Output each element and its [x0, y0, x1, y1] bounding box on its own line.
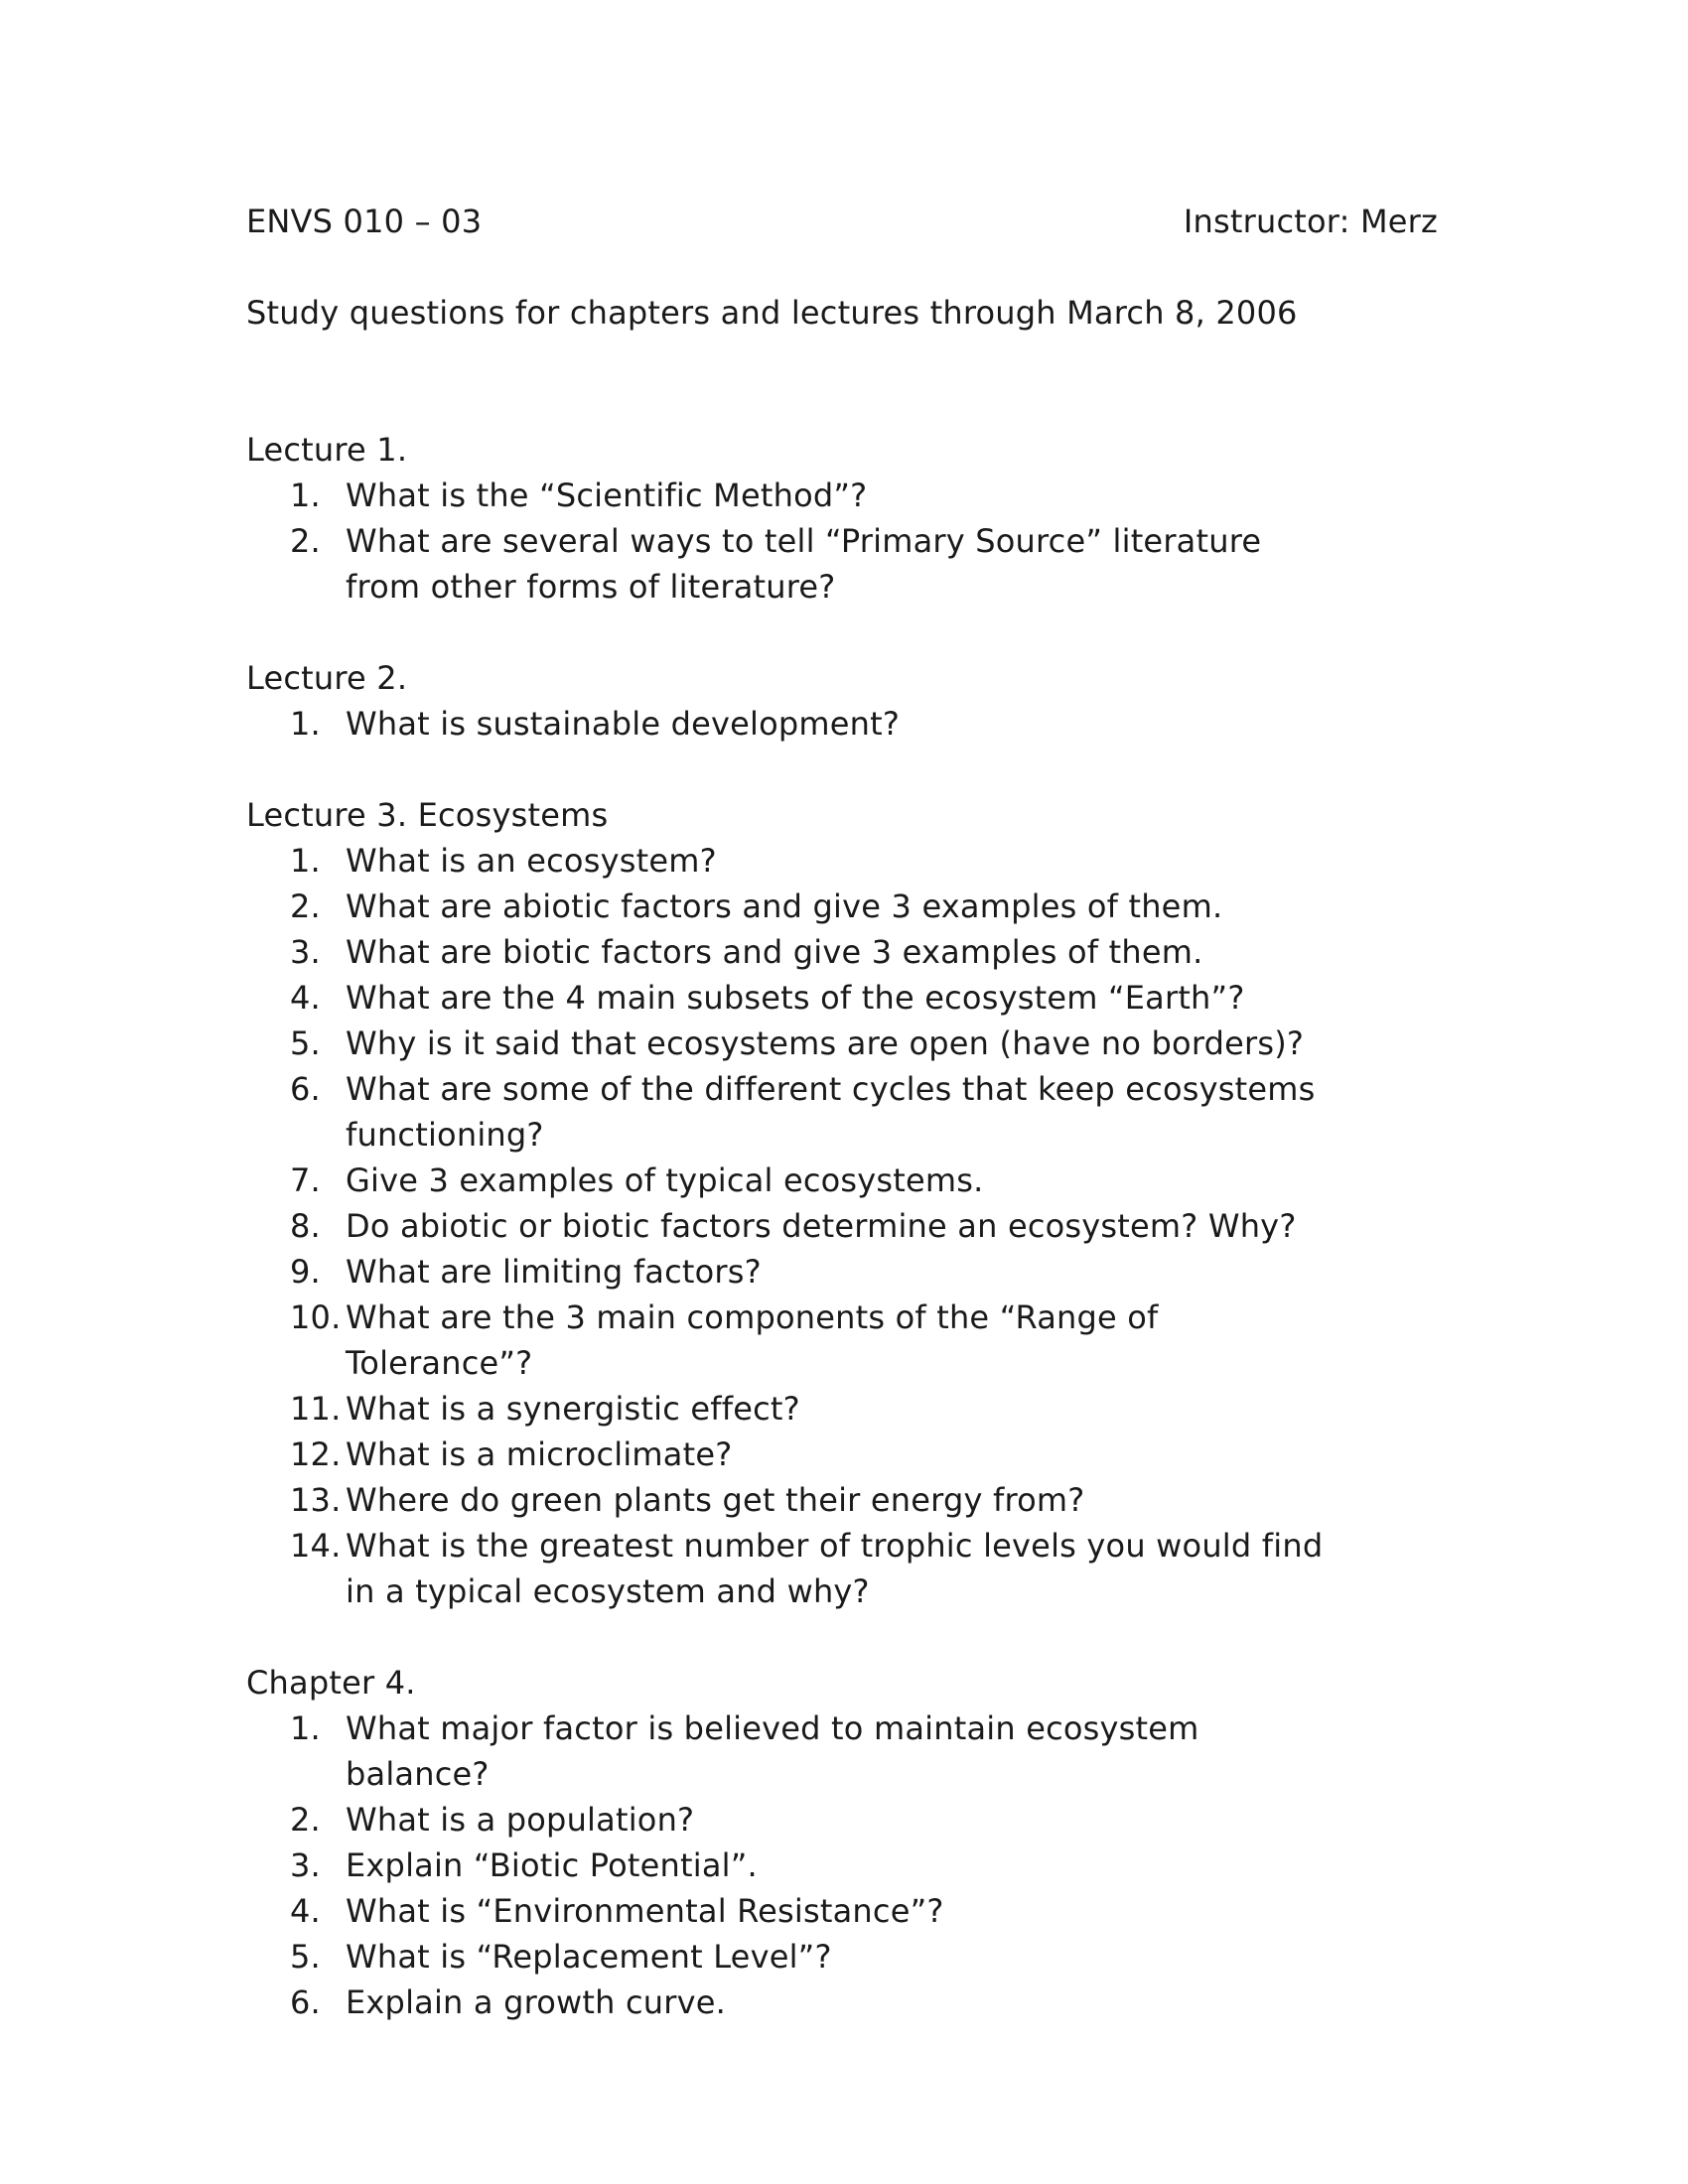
- list-item: [246, 1797, 1438, 1843]
- question-number: 8.: [290, 1207, 321, 1245]
- question-text: Explain a growth curve.: [346, 1983, 727, 2021]
- question-number: 1.: [290, 1709, 321, 1747]
- question-number-cell: [246, 518, 346, 564]
- list-item: [246, 1843, 1438, 1888]
- question-section: [246, 792, 1438, 1614]
- question-text: What is “Environmental Resistance”?: [346, 1892, 944, 1930]
- question-number-cell: [246, 1523, 346, 1569]
- question-number: 1.: [290, 477, 321, 514]
- question-number: 9.: [290, 1253, 321, 1291]
- list-item: [246, 1203, 1438, 1249]
- question-number-cell: [246, 1432, 346, 1477]
- question-number: 7.: [290, 1161, 321, 1199]
- question-text: Where do green plants get their energy from?: [346, 1481, 1085, 1519]
- question-number: 2.: [290, 1801, 321, 1839]
- question-number-cell: [246, 701, 346, 747]
- question-number-cell: [246, 1797, 346, 1843]
- question-number: 5.: [290, 1024, 321, 1062]
- question-list: [246, 838, 1438, 1614]
- question-number-cell: [246, 838, 346, 884]
- question-number-cell: [246, 473, 346, 518]
- course-code: ENVS 010 – 03: [246, 203, 483, 240]
- question-number-cell: [246, 929, 346, 975]
- question-text: What is “Replacement Level”?: [346, 1938, 832, 1976]
- question-number-cell: [246, 1888, 346, 1934]
- question-number: 6.: [290, 1070, 321, 1108]
- question-text: What is the “Scientific Method”?: [346, 477, 868, 514]
- list-item: [246, 1432, 1438, 1477]
- question-number-cell: [246, 1979, 346, 2025]
- question-number: 14.: [290, 1527, 342, 1565]
- list-item: [246, 1021, 1438, 1066]
- question-section: [246, 655, 1438, 747]
- section-heading: Lecture 3. Ecosystems: [246, 796, 609, 834]
- question-text: What is an ecosystem?: [346, 842, 717, 880]
- list-item: [246, 1888, 1438, 1934]
- question-number-cell: [246, 1249, 346, 1295]
- question-number: 11.: [290, 1390, 342, 1428]
- list-item: [246, 1295, 1438, 1386]
- list-item: [246, 473, 1438, 518]
- question-text: Explain “Biotic Potential”.: [346, 1846, 758, 1884]
- question-number: 13.: [290, 1481, 342, 1519]
- question-text: What are abiotic factors and give 3 examples of them.: [346, 887, 1223, 925]
- question-number-cell: [246, 975, 346, 1021]
- question-text: What is a synergistic effect?: [346, 1390, 800, 1428]
- question-number-cell: [246, 1295, 346, 1340]
- question-section: [246, 1660, 1438, 2025]
- question-number-cell: [246, 1066, 346, 1112]
- question-number: 6.: [290, 1983, 321, 2021]
- question-text: What are some of the different cycles that keep ecosystems functioning?: [346, 1070, 1316, 1154]
- question-text: What is sustainable development?: [346, 705, 901, 743]
- question-number-cell: [246, 1477, 346, 1523]
- section-heading: Lecture 1.: [246, 431, 408, 469]
- list-item: [246, 838, 1438, 884]
- list-item: [246, 518, 1438, 610]
- question-section: [246, 427, 1438, 610]
- question-list: [246, 473, 1438, 610]
- list-item: [246, 1934, 1438, 1979]
- list-item: [246, 884, 1438, 929]
- question-list: [246, 1706, 1438, 2025]
- list-item: [246, 1158, 1438, 1203]
- question-number: 5.: [290, 1938, 321, 1976]
- list-item: [246, 1706, 1438, 1797]
- question-text: What is a population?: [346, 1801, 695, 1839]
- question-number: 1.: [290, 842, 321, 880]
- question-number: 2.: [290, 887, 321, 925]
- question-number: 10.: [290, 1298, 342, 1336]
- question-text: What major factor is believed to maintain ecosystem balance?: [346, 1709, 1199, 1793]
- question-text: What are limiting factors?: [346, 1253, 762, 1291]
- document-header: [246, 199, 1438, 244]
- list-item: [246, 975, 1438, 1021]
- list-item: [246, 929, 1438, 975]
- list-item: [246, 1979, 1438, 2025]
- question-number-cell: [246, 1021, 346, 1066]
- document-page: [246, 199, 1438, 2025]
- question-number: 12.: [290, 1435, 342, 1473]
- question-list: [246, 701, 1438, 747]
- question-number-cell: [246, 1203, 346, 1249]
- question-number-cell: [246, 1934, 346, 1979]
- instructor-name: Instructor: Merz: [1183, 203, 1438, 240]
- list-item: [246, 1523, 1438, 1614]
- question-text: What are the 3 main components of the “Range of Tolerance”?: [346, 1298, 1159, 1382]
- question-number: 1.: [290, 705, 321, 743]
- question-number: 4.: [290, 979, 321, 1017]
- section-heading: Lecture 2.: [246, 659, 408, 697]
- list-item: [246, 1477, 1438, 1523]
- question-number-cell: [246, 1843, 346, 1888]
- list-item: [246, 1066, 1438, 1158]
- question-number-cell: [246, 1386, 346, 1432]
- document-subtitle: Study questions for chapters and lectures through March 8, 2006: [246, 294, 1298, 332]
- question-text: Do abiotic or biotic factors determine an ecosystem? Why?: [346, 1207, 1297, 1245]
- list-item: [246, 1386, 1438, 1432]
- list-item: [246, 701, 1438, 747]
- question-text: What is a microclimate?: [346, 1435, 733, 1473]
- question-text: Why is it said that ecosystems are open (have no borders)?: [346, 1024, 1305, 1062]
- section-heading: Chapter 4.: [246, 1664, 416, 1702]
- question-text: Give 3 examples of typical ecosystems.: [346, 1161, 984, 1199]
- question-number: 3.: [290, 933, 321, 971]
- question-number-cell: [246, 884, 346, 929]
- question-text: What is the greatest number of trophic levels you would find in a typical ecosystem and why?: [346, 1527, 1324, 1610]
- question-text: What are the 4 main subsets of the ecosystem “Earth”?: [346, 979, 1245, 1017]
- question-number: 3.: [290, 1846, 321, 1884]
- question-number-cell: [246, 1158, 346, 1203]
- question-text: What are several ways to tell “Primary Source” literature from other forms of literature?: [346, 522, 1262, 606]
- question-number: 2.: [290, 522, 321, 560]
- list-item: [246, 1249, 1438, 1295]
- question-text: What are biotic factors and give 3 examples of them.: [346, 933, 1203, 971]
- question-number: 4.: [290, 1892, 321, 1930]
- question-number-cell: [246, 1706, 346, 1751]
- sections-container: [246, 427, 1438, 2025]
